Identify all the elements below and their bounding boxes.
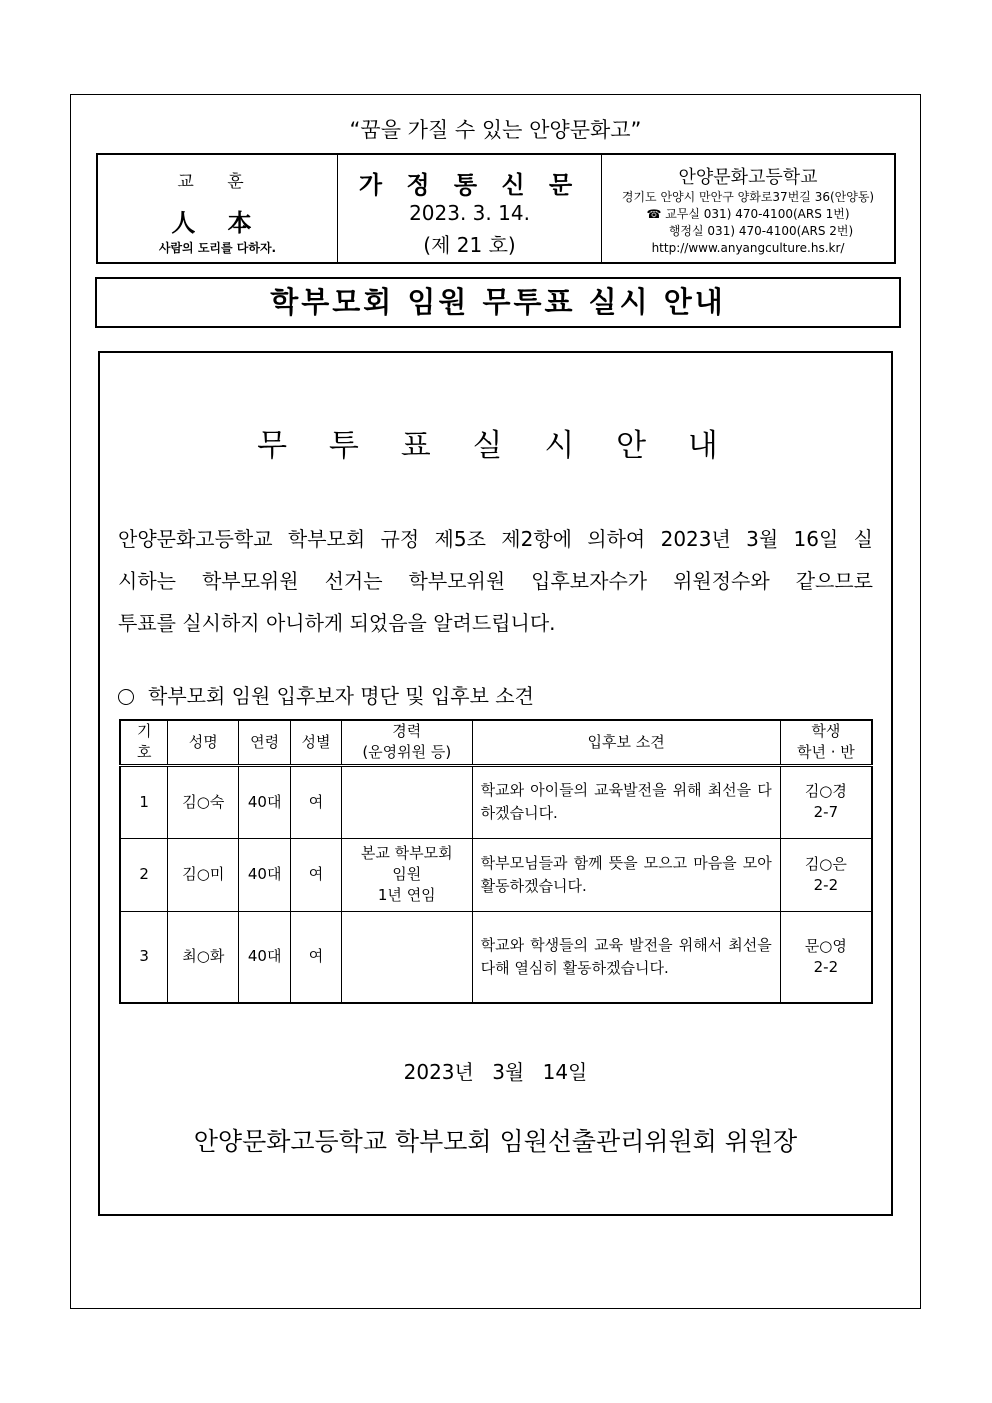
header-number: 기 호 [120,720,168,765]
candidate-name: 최○화 [168,911,239,1003]
paragraph-line: 투표를 실시하지 아니하게 되었음을 알려드립니다. [118,611,556,635]
candidate-name: 김○미 [168,838,239,911]
table-row [120,838,872,911]
paragraph-line: 안양문화고등학교 학부모회 규정 제5조 제2항에 의하여 2023년 3월 16일 실 [118,527,873,551]
candidate-student: 김○은 2-2 [780,838,872,911]
candidate-table [119,719,873,1004]
table-row [120,765,872,838]
circle-bullet-icon [118,689,134,705]
phone-office: ☎ 교무실 031) 470-4100(ARS 1번) [646,207,850,221]
table-row [120,911,872,1003]
candidate-age: 40대 [239,911,291,1003]
candidate-gender: 여 [291,765,342,838]
school-slogan: “꿈을 가질 수 있는 안양문화고” [349,118,642,142]
candidate-pledge: 학교와 학생들의 교육 발전을 위해서 최선을 다해 열심히 활동하겠습니다. [472,911,780,1003]
candidate-student: 문○영 2-2 [780,911,872,1003]
header-name: 성명 [168,720,239,765]
newsletter-number: (제 21 호) [423,233,516,257]
motto-sub: 사람의 도리를 다하자. [158,241,277,255]
motto-main: 人 本 [171,209,264,237]
header-pledge: 입후보 소견 [472,720,780,765]
candidate-career [341,911,472,1003]
candidate-career: 본교 학부모회 임원 1년 연임 [341,838,472,911]
motto-cell [98,155,338,262]
candidate-gender: 여 [291,838,342,911]
notice-paragraph [118,518,873,644]
candidate-gender: 여 [291,911,342,1003]
issue-date: 2023년 3월 14일 [403,1060,588,1084]
candidate-age: 40대 [239,838,291,911]
school-website[interactable]: http://www.anyangculture.hs.kr/ [651,241,845,255]
newsletter-title: 가 정 통 신 문 [358,171,581,199]
candidate-age: 40대 [239,765,291,838]
header-student: 학생 학년 · 반 [780,720,872,765]
candidate-name: 김○숙 [168,765,239,838]
newsletter-date: 2023. 3. 14. [409,201,530,225]
header-age: 연령 [239,720,291,765]
candidate-student: 김○경 2-7 [780,765,872,838]
candidate-list-heading [118,680,534,709]
candidate-list-heading-text: 학부모회 임원 입후보자 명단 및 입후보 소견 [148,684,534,708]
paragraph-line: 시하는 학부모위원 선거는 학부모위원 입후보자수가 위원정수와 같으므로 [118,569,873,593]
school-name: 안양문화고등학교 [678,167,818,188]
candidate-number: 1 [120,765,168,838]
newsletter-info-cell [338,155,602,262]
candidate-pledge: 학부모님들과 함께 뜻을 모으고 마음을 모아 활동하겠습니다. [472,838,780,911]
table-header-row [120,720,872,765]
header-career: 경력 (운영위원 등) [341,720,472,765]
school-info-cell [602,155,894,262]
candidate-pledge: 학교와 아이들의 교육발전을 위해 최선을 다하겠습니다. [472,765,780,838]
school-address: 경기도 안양시 만안구 양화로37번길 36(안양동) [621,190,875,204]
page-title: 학부모회 임원 무투표 실시 안내 [95,277,901,328]
candidate-number: 3 [120,911,168,1003]
newsletter-header [96,153,896,264]
notice-title: 무 투 표 실 시 안 내 [257,428,734,464]
signer: 안양문화고등학교 학부모회 임원선출관리위원회 위원장 [193,1127,798,1156]
header-gender: 성별 [291,720,342,765]
candidate-number: 2 [120,838,168,911]
candidate-career [341,765,472,838]
phone-admin: 행정실 031) 470-4100(ARS 2번) [668,224,854,238]
school-contact [602,189,894,257]
motto-label: 교 훈 [177,172,258,192]
